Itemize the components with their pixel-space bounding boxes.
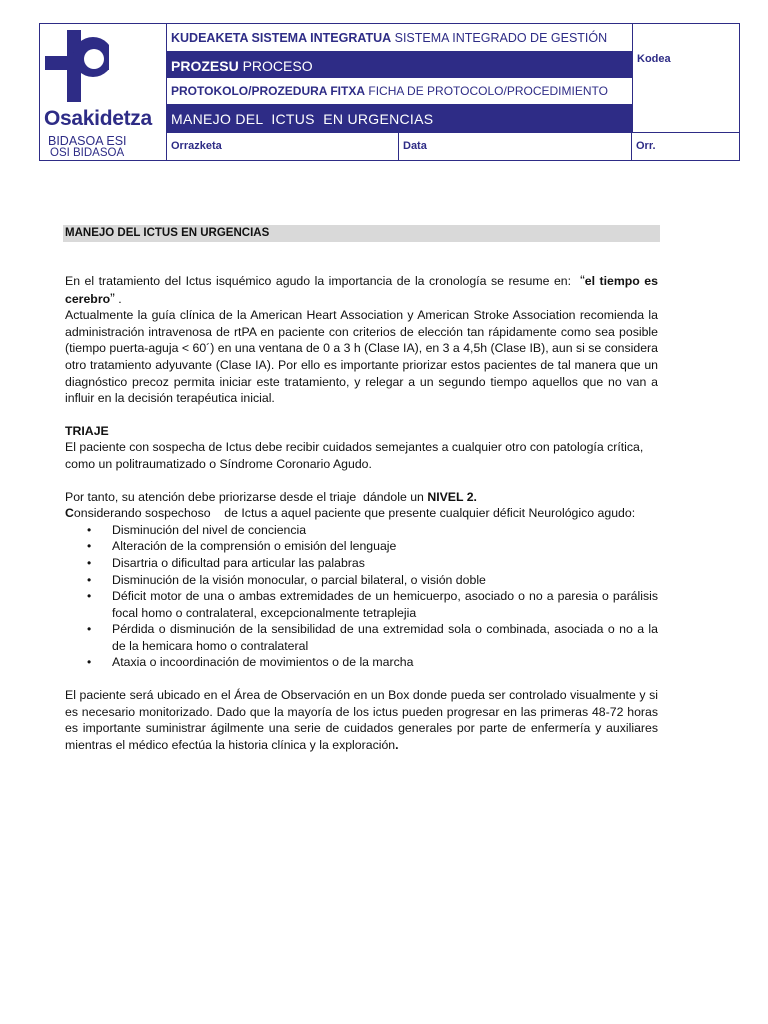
list-item xyxy=(65,572,658,589)
page-label: Orr. xyxy=(636,140,656,152)
list-item xyxy=(65,555,658,572)
document-title: MANEJO DEL ICTUS EN URGENCIAS xyxy=(171,111,434,127)
quote-close: ” xyxy=(110,289,115,306)
code-cell xyxy=(632,24,739,133)
list-item xyxy=(65,621,658,654)
list-item-text: Disminución de la visión monocular, o parcial bilateral, o visión doble xyxy=(112,572,486,587)
header-row-system xyxy=(167,24,632,52)
system-label-eu: KUDEAKETA SISTEMA INTEGRATUA xyxy=(171,31,392,45)
triaje-paragraph: El paciente con sospecha de Ictus debe recibir cuidados semejantes a cualquier otro con patología crítica, como un politraumatizado o Síndrome Coronario Agudo. xyxy=(65,440,644,471)
document-header xyxy=(39,23,740,161)
bullet-icon: • xyxy=(87,522,92,537)
logo-subtitle-es: OSI BIDASOA xyxy=(50,147,125,159)
section-title: MANEJO DEL ICTUS EN URGENCIAS xyxy=(63,225,660,242)
date-label: Data xyxy=(399,133,632,160)
quote-open: “ xyxy=(580,272,585,288)
list-item-text: Disartria o dificultad para articular las palabras xyxy=(112,555,365,570)
closing-end: . xyxy=(395,737,399,752)
triaje-heading xyxy=(65,423,658,440)
list-item-text: Pérdida o disminución de la sensibilidad de una extremidad sola o combinada, asociada o no a la de la hemicara homo o contralateral xyxy=(112,622,658,653)
protocol-label-eu: PROTOKOLO/PROZEDURA FITXA xyxy=(171,84,366,98)
quote-text: el tiempo es cerebro xyxy=(65,274,658,306)
header-row-protocol xyxy=(167,78,632,105)
symptom-list xyxy=(65,522,658,671)
bullet-icon: • xyxy=(87,572,92,587)
bullet-icon: • xyxy=(87,622,92,637)
list-item-text: Ataxia o incoordinación de movimientos o de la marcha xyxy=(112,655,414,670)
closing-paragraph xyxy=(65,687,658,753)
system-label-es: SISTEMA INTEGRADO DE GESTIÓN xyxy=(394,31,608,45)
priority-paragraph xyxy=(65,489,658,506)
list-item-text: Alteración de la comprensión o emisión del lenguaje xyxy=(112,539,397,554)
guideline-paragraph: Actualmente la guía clínica de la American Heart Association y American Stroke Association recomienda la administración intravenosa de rtPA en paciente con criterios de elección tan rápidamente como sea posible (tiempo puerta-aguja < 60´) en una ventana de 0 a 3 h (Clase IA), en 3 a 4,5h (Clase IB), aun si se considera otro tratamiento adyuvante (Clase IA). Por ello es importante priorizar estos pacientes de tal manera que un diagnóstico precoz permita iniciar este tratamiento, y relegar a un segundo tiempo aquellos que no van a influir en la decisión terapéutica inicial. xyxy=(65,308,658,406)
process-label-es: PROCESO xyxy=(242,58,313,74)
list-item xyxy=(65,522,658,539)
header-meta-row xyxy=(167,133,739,160)
triaje-heading-text: TRIAJE xyxy=(65,423,109,438)
orrazketa-label: Orrazketa xyxy=(167,133,399,160)
osakidetza-logo-icon xyxy=(45,30,109,102)
list-item xyxy=(65,588,658,621)
priority-level: NIVEL 2. xyxy=(427,489,477,504)
quote-end: . xyxy=(114,291,122,306)
closing-text: El paciente será ubicado en el Área de Observación en un Box donde pueda ser controlado visualmente y si es necesario monitorizado. Dado que la mayoría de los ictus pueden progresar en las primeras 48-72 horas es importante suministrar ágilmente una serie de cuidados generales por parte de enfermería y auxiliares mientras el médico efectúa la historia clínica y la exploración xyxy=(65,688,658,752)
bullet-icon: • xyxy=(87,655,92,670)
list-item xyxy=(65,538,658,555)
logo-cell xyxy=(40,24,167,160)
consider-paragraph xyxy=(65,505,658,522)
logo-subtitle-eu: BIDASOA ESI xyxy=(48,134,127,148)
bullet-icon: • xyxy=(87,539,92,554)
intro-paragraph xyxy=(65,272,658,307)
bullet-icon: • xyxy=(87,589,92,604)
logo-name: Osakidetza xyxy=(44,107,152,130)
code-label: Kodea xyxy=(637,53,671,65)
list-item-text: Disminución del nivel de conciencia xyxy=(112,522,307,537)
document-body xyxy=(65,272,658,753)
intro-line: En el tratamiento del Ictus isquémico agudo la importancia de la cronología se resume en: xyxy=(65,274,581,288)
header-row-title xyxy=(167,105,632,133)
list-item-text: Déficit motor de una o ambas extremidades de un hemicuerpo, asociado o no a paresia o parálisis focal homo o contralateral, excepcionalmente tetraplejia xyxy=(112,589,658,620)
consider-text: onsiderando sospechoso de Ictus a aquel paciente que presente cualquier déficit Neurológico agudo: xyxy=(73,506,636,521)
priority-text: Por tanto, su atención debe priorizarse desde el triaje dándole un xyxy=(65,489,428,504)
process-label-eu: PROZESU xyxy=(171,58,239,74)
bullet-icon: • xyxy=(87,555,92,570)
protocol-label-es: FICHA DE PROTOCOLO/PROCEDIMIENTO xyxy=(368,84,608,98)
list-item xyxy=(65,654,658,671)
consider-initial: C xyxy=(65,506,74,521)
header-row-process xyxy=(167,52,632,78)
